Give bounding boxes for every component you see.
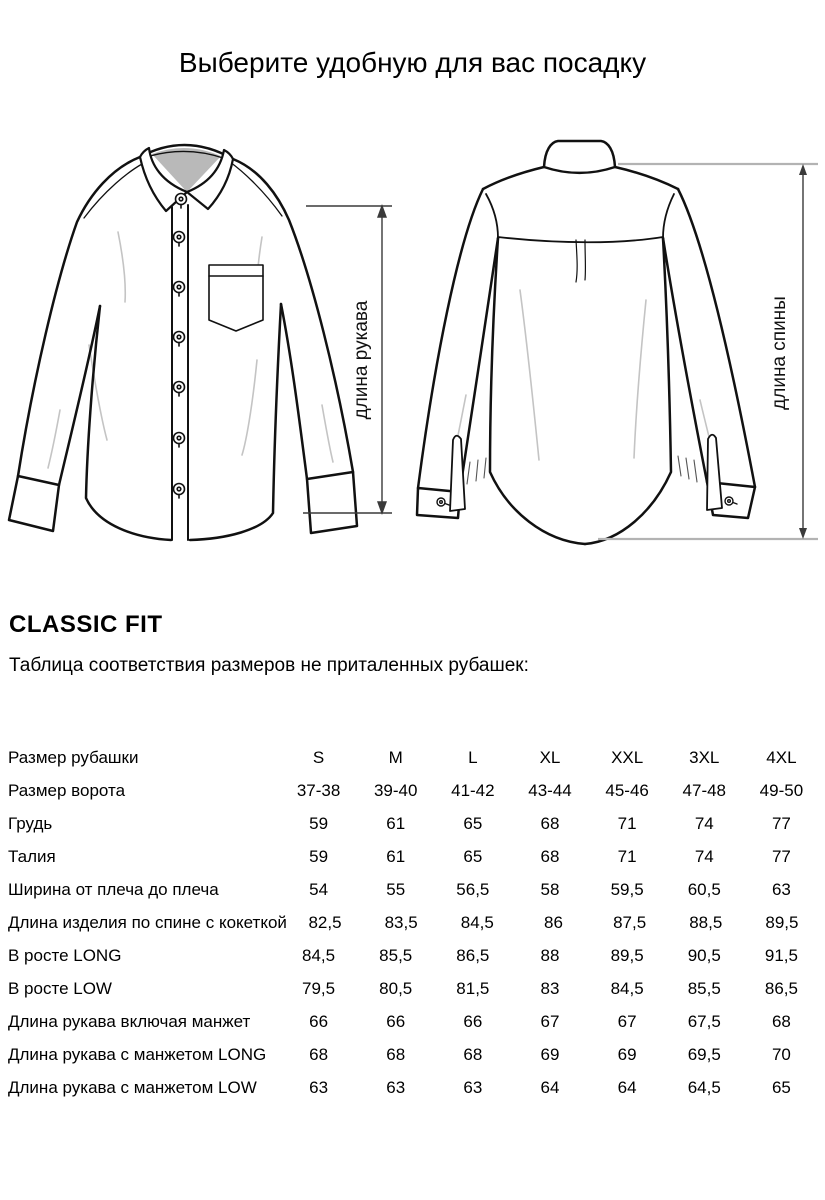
table-cell: 84,5 — [610, 978, 644, 998]
table-row — [8, 840, 820, 873]
table-cell: 65 — [463, 813, 483, 833]
table-cell: 88 — [540, 945, 560, 965]
page-title: Выберите удобную для вас посадку — [178, 47, 647, 78]
table-cell: 64,5 — [687, 1077, 721, 1097]
table-row — [8, 774, 820, 807]
table-cell: 54 — [309, 879, 329, 899]
table-cell: 88,5 — [689, 912, 723, 932]
table-cell: 85,5 — [379, 945, 413, 965]
table-cell: 43-44 — [528, 780, 572, 800]
fit-heading: CLASSIC FIT — [9, 611, 163, 638]
table-cell: 56,5 — [456, 879, 490, 899]
back-shirt-drawing — [417, 141, 755, 544]
table-cell: 65 — [771, 1077, 791, 1097]
sleeve-length-label: длина рукава — [351, 300, 372, 420]
chest-pocket — [209, 265, 263, 331]
row-label: В росте LONG — [8, 945, 122, 965]
table-cell: 68 — [386, 1044, 406, 1064]
row-label: Размер рубашки — [8, 747, 139, 767]
table-row — [8, 741, 820, 774]
front-buttons — [174, 194, 187, 499]
table-cell: 39-40 — [373, 780, 418, 800]
table-cell: 66 — [386, 1011, 406, 1031]
table-cell: 86,5 — [456, 945, 490, 965]
table-row — [8, 939, 820, 972]
table-cell: 74 — [694, 813, 714, 833]
table-cell: 58 — [540, 879, 560, 899]
table-cell: 63 — [386, 1077, 406, 1097]
row-label: Ширина от плеча до плеча — [8, 879, 219, 899]
table-cell: 63 — [771, 879, 791, 899]
table-cell: 61 — [386, 846, 406, 866]
table-cell: 4XL — [766, 747, 797, 767]
table-row — [8, 1038, 820, 1071]
table-cell: 41-42 — [451, 780, 495, 800]
back-collar — [544, 141, 615, 173]
front-shirt-drawing — [9, 145, 357, 540]
table-cell: 68 — [309, 1044, 329, 1064]
table-cell: 64 — [617, 1077, 637, 1097]
table-cell: 80,5 — [379, 978, 413, 998]
table-cell: 61 — [386, 813, 406, 833]
table-cell: 68 — [463, 1044, 483, 1064]
table-cell: 49-50 — [759, 780, 804, 800]
size-table — [8, 741, 820, 1104]
shirt-diagram-svg — [0, 110, 825, 580]
table-cell: 77 — [771, 813, 791, 833]
fit-subtitle: Таблица соответствия размеров не приталенных рубашек: — [9, 655, 529, 676]
table-cell: 68 — [771, 1011, 791, 1031]
table-cell: 82,5 — [308, 912, 342, 932]
table-cell: 71 — [617, 846, 637, 866]
table-cell: 79,5 — [302, 978, 336, 998]
table-row — [8, 807, 820, 840]
table-cell: 66 — [309, 1011, 329, 1031]
table-row — [8, 1005, 820, 1038]
table-cell: 89,5 — [765, 912, 799, 932]
table-cell: 91,5 — [764, 945, 798, 965]
table-cell: 59,5 — [610, 879, 644, 899]
table-cell: 37-38 — [296, 780, 341, 800]
table-cell: 3XL — [689, 747, 720, 767]
table-cell: 83,5 — [384, 912, 418, 932]
table-cell: 90,5 — [687, 945, 721, 965]
table-cell: 89,5 — [610, 945, 644, 965]
row-label: Размер ворота — [8, 780, 126, 800]
table-cell: 65 — [463, 846, 483, 866]
table-cell: 63 — [463, 1077, 483, 1097]
table-cell: 83 — [540, 978, 560, 998]
row-label: Длина рукава с манжетом LOW — [8, 1077, 257, 1097]
table-cell: L — [468, 747, 478, 767]
table-cell: 68 — [540, 846, 560, 866]
table-cell: 86,5 — [764, 978, 798, 998]
table-cell: 71 — [617, 813, 637, 833]
table-cell: 59 — [309, 813, 329, 833]
table-row — [8, 906, 820, 939]
row-label: Длина изделия по спине с кокеткой — [8, 912, 287, 932]
table-cell: 59 — [309, 846, 329, 866]
back-length-label: длина спины — [769, 296, 790, 410]
table-row — [8, 1071, 820, 1104]
table-cell: 86 — [543, 912, 563, 932]
table-cell: 84,5 — [460, 912, 494, 932]
row-label: Грудь — [8, 813, 53, 833]
table-cell: 84,5 — [302, 945, 336, 965]
row-label: Длина рукава с манжетом LONG — [8, 1044, 267, 1064]
table-cell: 47-48 — [682, 780, 727, 800]
table-cell: 55 — [386, 879, 406, 899]
table-row — [8, 972, 820, 1005]
table-cell: M — [388, 747, 403, 767]
table-cell: 67 — [617, 1011, 637, 1031]
sleeve-length-dimension-arrow — [303, 206, 392, 513]
table-cell: 45-46 — [605, 780, 649, 800]
table-cell: S — [312, 747, 325, 767]
table-cell: 69 — [540, 1044, 560, 1064]
shirt-measurement-diagram — [0, 110, 825, 580]
row-label: Талия — [8, 846, 56, 866]
table-cell: 67 — [540, 1011, 560, 1031]
table-cell: 87,5 — [613, 912, 647, 932]
table-row — [8, 873, 820, 906]
table-cell: 60,5 — [687, 879, 721, 899]
table-cell: 64 — [540, 1077, 560, 1097]
table-cell: 74 — [694, 846, 714, 866]
table-cell: XXL — [611, 747, 644, 767]
table-cell: 81,5 — [456, 978, 490, 998]
table-cell: 70 — [771, 1044, 791, 1064]
table-cell: 77 — [771, 846, 791, 866]
row-label: В росте LOW — [8, 978, 112, 998]
table-cell: 66 — [463, 1011, 483, 1031]
table-cell: XL — [539, 747, 561, 767]
table-cell: 68 — [540, 813, 560, 833]
table-cell: 69 — [617, 1044, 637, 1064]
table-cell: 63 — [309, 1077, 329, 1097]
row-label: Длина рукава включая манжет — [8, 1011, 251, 1031]
table-cell: 67,5 — [687, 1011, 721, 1031]
table-cell: 69,5 — [687, 1044, 721, 1064]
table-cell: 85,5 — [687, 978, 721, 998]
